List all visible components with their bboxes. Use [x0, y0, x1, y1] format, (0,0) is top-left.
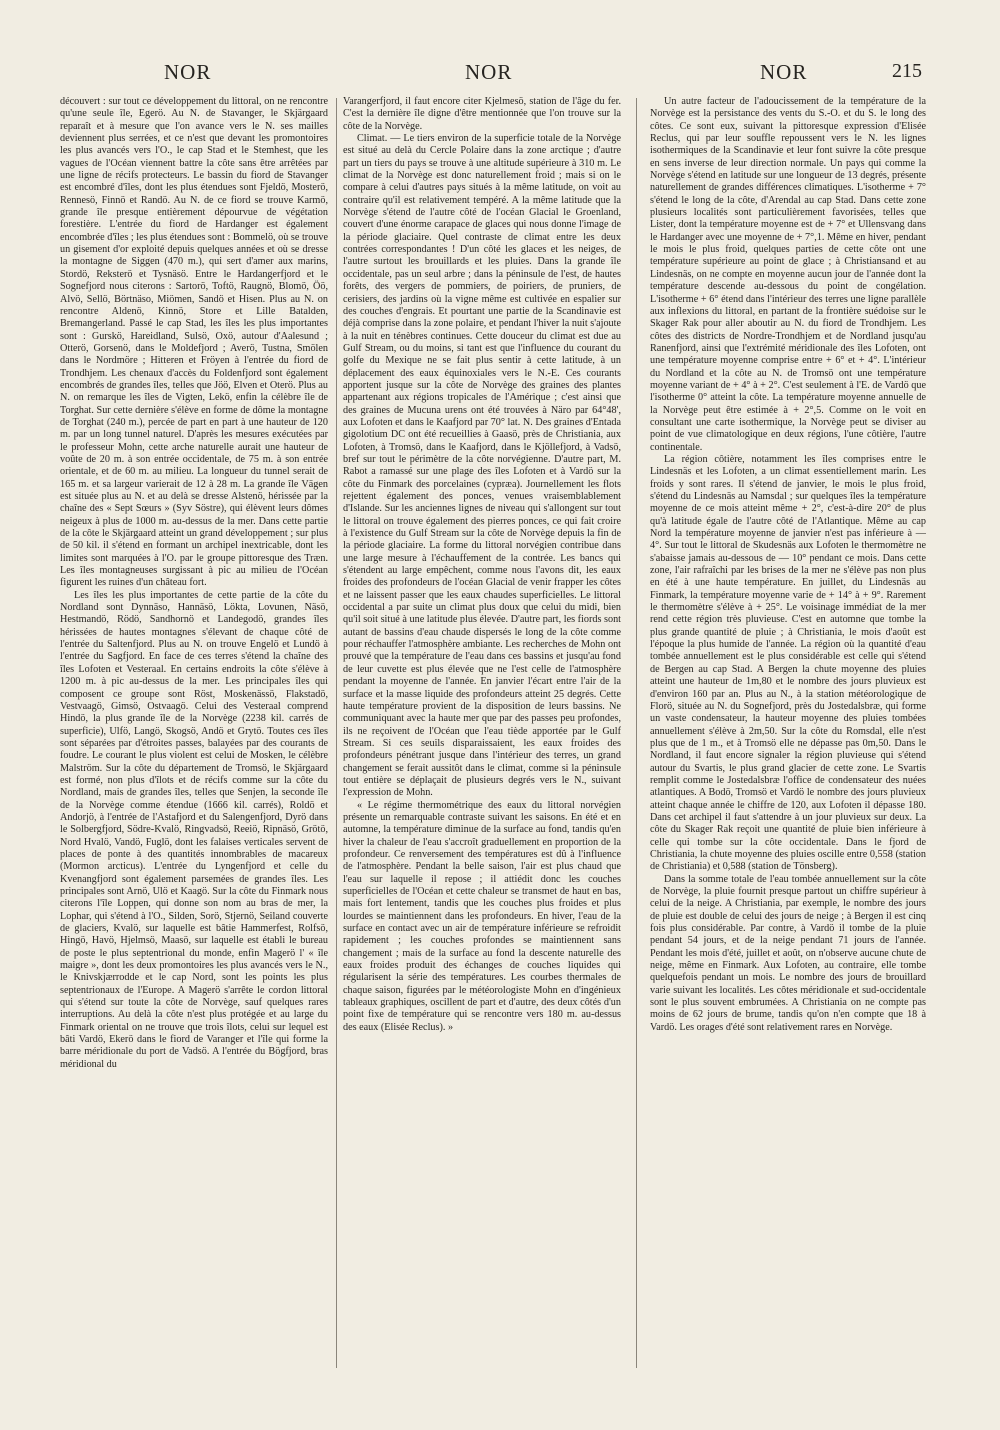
- paragraph: Dans la somme totale de l'eau tombée annuellement sur la côte de Norvège, la pluie fournit presque partout un chiffre supérieur à celui de la neige. A Christiania, par exemple, le nombre des jours de pluie est double de celui des jours de neige ; à Bergen il est cinq fois plus considérable. Par contre, à Vardö il tombe de la pluie pendant 54 jours, et de la neige pendant 71 jours de l'année. Pendant les mois d'été, juillet et août, on n'observe aucune chute de neige, même en Finmark. Aux Lofoten, au contraire, elle tombe quelquefois pendant un mois. Le nombre des jours de brouillard varie suivant les localités. Les côtes méridionale et sud-occidentale sont le plus souvent embrumées. A Christiania on ne compte pas moins de 62 jours de brume, tandis qu'on n'en compte que 18 à Vardö. Les orages d'été sont relativement rares en Norvège.: [650, 873, 926, 1033]
- header-left-headword: NOR: [164, 60, 212, 84]
- paragraph: Climat. — Le tiers environ de la superficie totale de la Norvège est situé au delà du Cercle Polaire dans la zone arctique ; d'autre part un tiers du pays se trouve à une altitude supérieure à 310 m. Le climat de la Norvège est donc naturellement froid ; mais si on le compare à celui d'autres pays situés à la même latitude, on voit au contraire qu'il est relativement tempéré. A la même latitude que la Norvège s'étend de l'autre côté de l'océan Glacial le Groenland, couvert d'une énorme carapace de glaces qui nous donne l'image de la période glaciaire. Quel contraste de climat entre les deux contrées correspondantes ! D'un côté les glaces et les neiges, de l'autre surtout les brouillards et les pluies. Dans la grande île occidentale, pas un seul arbre ; dans la péninsule de l'est, de hautes forêts, des vergers de pommiers, de poiriers, de pruniers, de cerisiers, des jardins où la vigne même est cultivée en espalier sur des couches d'engrais. Et pourtant une partie de la Scandinavie est déjà comprise dans la zone polaire, et pendant l'hiver la nuit s'ajoute à la nuit en ténèbres continues. Cette douceur du climat est due au Gulf Stream, ou du moins, si tant est que l'influence du courant du golfe du Mexique ne se fait plus sentir à cette latitude, à un déplacement des eaux équinoxiales vers le N.-E. Ces courants apportent jusque sur la côte de Norvège des graines des plantes appartenant aux régions tropicales de l'Amérique ; c'est ainsi que des graines de Mucuna urens ont été trouvées à Näro par 64°48', aux Lofoten et dans le Kaafjord par 70° lat. N. Des graines d'Entada gigolotium DC ont été recueillies à Gaasö, près de Christiania, aux Lofoten, à Tromsö, dans le Kaafjord, dans le Kjöllefjord, à Vadsö, bref sur tout le périmètre de la côte norvégienne. D'autre part, M. Rabot a ramassé sur une plage des îles Lofoten et à Vardö sur la côte du Finmark des porcelaines (cypræa). Journellement les flots rejettent également des ponces, venues vraisemblablement d'Islande. Sur les anciennes lignes de niveau qui s'allongent sur tout le littoral on trouve également des pierres ponces, ce qui fait croire à l'existence du Gulf Stream sur la côte de Norvège depuis la fin de la période glaciaire. La forme du littoral norvégien contribue dans une large mesure à l'échauffement de la contrée. Les bancs qui s'étendent au large empêchent, comme nous l'avons dit, les eaux froides des profondeurs de l'océan Glacial de venir frapper les côtes et ne laissent passer que les eaux chaudes superficielles. Le littoral occidental a par suite un climat plus doux que celui du midi, bien qu'il soit situé à une latitude plus élevée. D'autre part, les fiords sont autant de bassins d'eau chaude dispersés le long de la côte comme pour réchauffer l'atmosphère ambiante. Les recherches de Mohn ont prouvé que la température de l'eau dans ces bassins et jusqu'au fond de leur cuvette est plus élevée que ne l'est celle de l'atmosphère pendant la moyenne de l'année. En janvier l'écart entre l'air de la surface et la masse liquide des profondeurs atteint 25 degrés. Cette haute température provient de la disposition de leurs bassins. Ne communiquant avec la haute mer que par des passes peu profondes, ils ne reçoivent de l'Océan que l'eau tiède apportée par le Gulf Stream. Si ces seuils disparaissaient, les eaux froides des profondeurs pénétrant jusque dans l'intérieur des terres, un grand changement se ferait aussitôt dans le climat, comme si la péninsule tout entière se déplaçait de plusieurs degrés vers le N., suivant l'expression de Mohn.: [343, 133, 621, 799]
- paragraph: Un autre facteur de l'adoucissement de la température de la Norvège est la persistance des vents du S.-O. et du S. le long des côtes. Ce sont eux, suivant la pittoresque expression d'Elisée Reclus, qui par leur souffle repoussent vers le N. les lignes isothermiques de la Scandinavie et leur font suivre la côte presque en sens inverse de leur direction normale. Un pays qui comme la Norvège s'étend en latitude sur une longueur de 13 degrés, présente naturellement de grandes différences climatiques. L'isotherme + 7° s'étend le long de la côte, d'Arendal au cap Stad. Dans cette zone plusieurs localités sont particulièrement favorisées, telles que Lister, dont la température moyenne est de + 7° et Ullensvang dans le Hardanger avec une moyenne de + 7°,1. Même en hiver, pendant le mois le plus froid, quelques parties de cette côte ont une température supérieure au point de glace ; à Christiansand et au Lindesnäs, on ne compte en moyenne aucun jour de l'année dont la température descende au-dessous du point de congélation. L'isotherme + 6° étend dans l'intérieur des terres une ligne parallèle aux inflexions du littoral, en partant de la frontière suédoise sur le Skager Rak pour aller aboutir au N. du fiord de Trondhjem. Les côtes des districts de Nordre-Trondhjem et de Nordland jusqu'au Ranenfjord, ainsi que l'extrémité méridionale des îles Lofoten, ont une température moyenne comprise entre + 6° et + 4°. L'intérieur du Nordland et la côte au N. de Tromsö ont une température moyenne variant de + 4° à + 2°. C'est seulement à l'E. de Vardö que l'isotherme 0° atteint la côte. La température moyenne annuelle de la Norvège peut être estimée à + 2°,5. Comme on le voit en consultant une carte isothermique, la Norvège peut se diviser au point de vue climatologique en deux régions, l'une côtière, l'autre continentale.: [650, 96, 926, 453]
- paragraph: Les îles les plus importantes de cette partie de la côte du Nordland sont Dynnäso, Hannäsö, Lökta, Lovunen, Näsö, Hestmandö, Rödö, Sandhornö et Landegodö, grandes îles hérissées de hautes montagnes s'élevant de chaque côté de l'entrée du Saltenfjord. Plus au N. on trouve Engelö et Lundö à l'entrée du Sagfjord. En face de ces terres s'étend la chaîne des îles Lofoten et Vesteraal. En certains endroits la côte s'élève à 1200 m. à pic au-dessus de la mer. Les principales îles qui composent ce groupe sont Röst, Moskenässö, Flakstadö, Vestvaagö, Gimsö, Ostvaagö. Celui des Vesteraal comprend Hindö, la plus grande île de la Norvège (2238 kil. carrés de superficie), Ulfö, Langö, Skogsö, Andö et Grytö. Toutes ces îles sont séparées par d'étroites passes, balayées par des courants de foudre. Le courant le plus violent est celui de Mosken, le célèbre Malström. Sur la côte du département de Tromsö, le Skjärgaard est formé, non plus d'îlots et de récifs comme sur la côte du Nordland, mais de grandes îles, telles que Senjen, la seconde île de la Norvège comme étendue (1666 kil. carrés), Roldö et Andorjö, à l'entrée de l'Astafjord et du Salengenfjord, Dyrö dans le Solbergfjord, Södre-Kvalö, Ringvadsö, Reeiö, Ripnäsö, Grötö, Nord Hvalö, Vandö, Fuglö, dont les falaises verticales servent de places de ponte à des quantités innombrables de macareux (Mormon arcticus). L'entrée du Lyngenfjord et celle du Kvenangfjord sont également parsemées de grandes îles. Les principales sont Arnö, Ulö et Kaagö. Sur la côte du Finmark nous citerons l'île Loppen, qui donne son nom au bras de mer, la Lophar, qui s'étend à l'O., Silden, Sorö, Stjernö, Seiland couverte de glaciers, Kvalö, sur laquelle est bâtie Hammerfest, Rolfsö, Hingö, Havö, Hjelmsö, Maasö, sur laquelle est établi le bureau de poste le plus septentrional du monde, enfin Magerö l' « île maigre », dont les deux promontoires les plus avancés vers le N., le Knivskjærrodde et le cap Nord, sont les points les plus septentrionaux de l'Europe. A Magerö s'arrête le cordon littoral qui s'étend sur toute la côte de Norvège, sauf quelques rares interruptions. Au delà la côte n'est plus protégée et au large du Finmark oriental on ne trouve que trois îlots, celui sur lequel est bâti Vardö, Ekerö dans le fiord de Varanger et l'île qui forme la barre méridionale du port de Vadsö. A l'entrée du Bögfjord, bras méridional du: [60, 589, 328, 1070]
- text-column-3: [650, 96, 926, 1386]
- paragraph: Varangerfjord, il faut encore citer Kjelmesö, station de l'âge du fer. C'est la dernière île digne d'être mentionnée que l'on trouve sur la côte de la Norvège.: [343, 96, 621, 132]
- paragraph: La région côtière, notamment les îles comprises entre le Lindesnäs et les Lofoten, a un climat essentiellement marin. Les froids y sont rares. Il s'étend de janvier, le mois le plus froid, s'étend du Lindesnäs au Namsdal ; sur quelques îles la température moyenne de ce mois atteint même + 2°, c'est-à-dire 20° de plus qu'à latitude égale de l'autre côté de l'Atlantique. Même au cap Nord la température moyenne de janvier n'est pas inférieure à — 4°. Sur tout le littoral de Skudesnäs aux Lofoten le thermomètre ne s'abaisse jamais au-dessous de — 10° pendant ce mois. Dans cette zone, l'air rafraîchi par les brises de la mer ne s'élève pas non plus en été à une haute température. En juillet, du Lindesnäs au Finmark, la température moyenne varie de + 14° à + 9°. Rarement le thermomètre s'élève à + 25°. Le voisinage immédiat de la mer rend cette région très pluvieuse. C'est en automne que tombe la plus grande quantité de pluie ; à Christiania, le mois d'août est l'époque la plus humide de l'année. La région où la quantité d'eau tombée annuellement est le plus considérable est celle qui s'étend de Bergen au cap Stad. A Bergen la chute moyenne des pluies atteint une hauteur de 1m,80 et le nombre des jours pluvieux est d'environ 160 par an. Plus au N., à la station météorologique de Florö, située au N. du Sognefjord, près du Jostedalsbræ, qui forme un vaste condensateur, la hauteur moyenne des pluies tombées annuellement s'élève à 2m,50. Sur la côte du Romsdal, elle n'est plus que de 1 m., et à Tromsö elle ne dépasse pas 0m,50. Dans le Nordland, il faut encore signaler la région pluvieuse qui s'étend autour du Svartis, le plus grand glacier de cette zone. Le Svartis remplit comme le Jostedalsbræ l'office de condensateur des nuées atlantiques. A Bodö, Tromsö et Vardö le nombre des jours pluvieux atteint chaque année le chiffre de 120, aux Lofoten il dépasse 180. Dans cet archipel il faut s'attendre à un jour pluvieux sur deux. La côte du Skager Rak reçoit une quantité de pluie bien inférieure à celle qui tombe sur la côte occidentale. Dans le fjord de Christiania, la chute moyenne des pluies oscille entre 0,558 (station de Christiania) et 0,588 (station de Tönsberg).: [650, 453, 926, 873]
- text-column-1: [60, 96, 328, 1386]
- running-header: [0, 60, 1000, 90]
- column-divider: [636, 98, 637, 1368]
- page-number: 215: [892, 60, 922, 82]
- paragraph: « Le régime thermométrique des eaux du littoral norvégien présente un remarquable contraste suivant les saisons. En été et en automne, la température diminue de la surface au fond, tandis qu'en hiver la chaleur de l'eau s'accroît graduellement en proportion de la profondeur. Ce renversement des températures est dû à l'influence de l'atmosphère. Pendant la belle saison, l'air est plus chaud que l'eau sur laquelle il repose ; il attiédit donc les couches superficielles de l'Océan et cette chaleur se transmet de haut en bas, mais fort lentement, tandis que les couches plus froides et plus lourdes se maintiennent dans les profondeurs. En hiver, l'eau de la surface en contact avec un air de température inférieure se refroidit rapidement ; les couches profondes se maintiennent sans changement ; mais de la surface au fond la descente naturelle des eaux froides produit des échanges de couches liquides qui régularisent la série des températures. Les courbes thermales de chaque saison, figurées par le météorologiste Mohn en d'ingénieux tableaux graphiques, oscillent de part et d'autre, des deux côtés d'un point fixe de température qui se rencontre vers 180 m. au-dessus des eaux (Elisée Reclus). »: [343, 799, 621, 1033]
- column-divider: [336, 98, 337, 1368]
- header-center-headword: NOR: [465, 60, 513, 84]
- text-column-2: [343, 96, 621, 1386]
- header-right-headword: NOR: [760, 60, 808, 84]
- paragraph: découvert : sur tout ce développement du littoral, on ne rencontre qu'une seule île, Egerö. Au N. de Stavanger, le Skjärgaard reparaît et à mesure que l'on avance vers le N. ses mailles deviennent plus serrées, et ce n'est que devant les promontoires les plus avancés vers l'O., le cap Stad et le Stemhest, que les vagues de l'Océan viennent battre la côte sans être arrêtées par une ligne de récifs protecteurs. Le bassin du fiord de Stavanger est encombré d'îles, dont les plus étendues sont Fjeldö, Mosterö, Rennesö, Finnö et Randö. Au N. de ce fiord se trouve Karmö, grande île presque entièrement dépourvue de végétation forestière. L'entrée du fiord de Hardanger est également encombrée d'îles ; les plus étendues sont : Bommelö, où se trouve un gisement d'or exploité depuis quelques années et où se dresse la montagne de Siggen (470 m.), qui sert d'amer aux marins, Stordö, Reksterö et Tysnäsö. Entre le Hardangerfjord et le Sognefjord nous citerons : Sartorö, Toftö, Raugnö, Blomö, Öö, Alvö, Sellö, Börtnäso, Miömen, Sandö et Hisen. Plus au N. on rencontre Aldenö, Kinnö, Store et Lille Batalden, Bremangerland. Passé le cap Stad, les îles les plus importantes sont : Gurskö, Hareidland, Sulsö, Oxö, autour d'Aalesund ; Otterö, Gorsenö, dans le Moldefjord ; Averö, Tustna, Smölen dans le Nordmöre ; Hitteren et Fröyen à l'entrée du fiord de Trondhjem. Les chenaux d'accès du Foldenfjord sont également encombrés de grandes îles, telles que Jöö, Elven et Oterö. Plus au N. on remarque les îles de Vigten, Lekö, enfin la célèbre île de Torghat. Sur cette dernière s'élève en forme de dôme la montagne de Torghat (240 m.), percée de part en part à une hauteur de 120 m. par un long tunnel naturel. D'après les mesures exécutées par le professeur Mohn, cette arche naturelle aurait une hauteur de voûte de 20 m. à son entrée occidentale, de 75 m. à son entrée orientale, et de 60 m. au milieu. La longueur du tunnel serait de 165 m. et sa largeur varierait de 12 à 28 m. La grande île Vägen est située plus au N. et au delà se dresse Alstenö, hérissée par la chaîne des « Sept Sœurs » (Syv Söstre), qui élèvent leurs dômes neigeux à plus de 1000 m. au-dessus de la mer. Dans cette partie de la côte le Skjärgaard atteint un grand développement ; sur plus de 50 kil. il s'étend en formant un archipel inextricable, dont les limites sont marquées à l'O. par le groupe pittoresque des Træn. Les îles montagneuses surgissant à pic au milieu de l'Océan figurent les ruines d'un château fort.: [60, 96, 328, 589]
